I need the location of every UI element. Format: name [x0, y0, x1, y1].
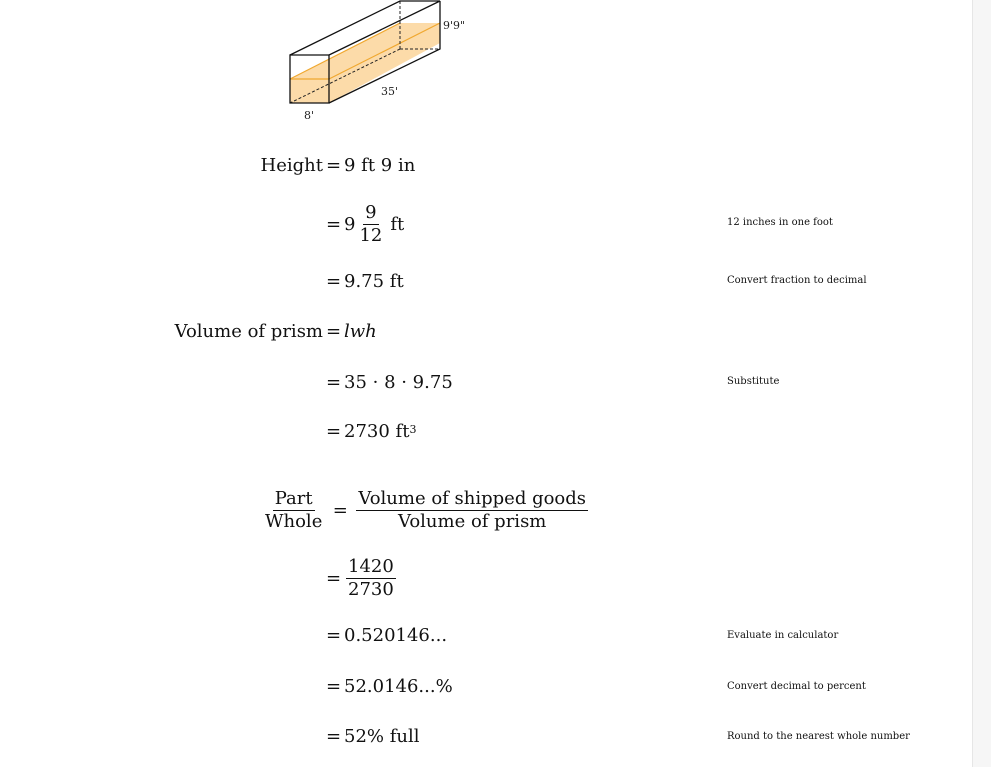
final-note: Round to the nearest whole number	[727, 731, 910, 742]
equals-sign: =	[325, 320, 342, 342]
equals-sign: =	[325, 420, 342, 442]
decimal-step	[323, 266, 404, 296]
equals-sign: =	[325, 371, 342, 393]
shipped-goods-label: Volume of shipped goods	[358, 487, 587, 509]
final-value: 52% full	[344, 725, 420, 747]
prism-volume-label: Volume of prism	[397, 510, 547, 532]
part-label: Part	[274, 487, 313, 509]
vertical-scrollbar[interactable]	[972, 0, 991, 767]
fraction-step	[323, 553, 398, 603]
decimal-note: Convert fraction to decimal	[727, 275, 867, 286]
calc-value: 0.520146...	[344, 624, 448, 646]
percent-note: Convert decimal to percent	[727, 681, 866, 692]
percent-step	[323, 671, 453, 701]
volume-result-step	[323, 416, 416, 446]
volume-formula-step	[323, 316, 377, 346]
width-label: 8'	[304, 109, 315, 122]
height-step	[323, 150, 415, 180]
calc-step	[323, 620, 447, 650]
fraction-denominator: 2730	[348, 578, 394, 600]
equals-sign: =	[332, 499, 348, 521]
equals-sign: =	[325, 154, 342, 176]
prism-figure	[280, 0, 480, 125]
equals-sign: =	[325, 270, 342, 292]
whole-label: Whole	[265, 510, 323, 532]
equals-sign: =	[325, 675, 342, 697]
equals-sign: =	[325, 567, 342, 589]
mixed-note: 12 inches in one foot	[727, 217, 833, 228]
mixed-denominator: 12	[359, 224, 383, 246]
substitute-note: Substitute	[727, 376, 780, 387]
height-value: 9 ft 9 in	[344, 154, 416, 176]
mixed-whole: 9	[344, 213, 356, 235]
value-fraction	[346, 557, 396, 600]
mixed-number-step	[323, 201, 405, 246]
equals-sign: =	[325, 725, 342, 747]
volume-formula: lwh	[344, 320, 377, 342]
mixed-numerator: 9	[365, 201, 377, 223]
mixed-unit: ft	[390, 213, 405, 235]
substitute-step	[323, 367, 453, 397]
equals-sign: =	[325, 624, 342, 646]
equals-sign: =	[325, 213, 342, 235]
volume-exponent: 3	[409, 422, 417, 436]
mixed-fraction	[357, 203, 384, 246]
volume-ratio-fraction	[356, 489, 588, 532]
decimal-value: 9.75 ft	[344, 270, 404, 292]
height-lhs: Height	[260, 154, 323, 176]
length-label: 35'	[381, 85, 399, 98]
ratio-step	[261, 485, 590, 535]
volume-value: 2730 ft	[344, 420, 410, 442]
final-step	[323, 721, 420, 751]
calc-note: Evaluate in calculator	[727, 630, 839, 641]
volume-lhs: Volume of prism	[174, 320, 323, 342]
percent-value: 52.0146...%	[344, 675, 453, 697]
height-label: 9'9"	[443, 19, 466, 32]
part-whole-fraction	[263, 489, 324, 532]
fraction-numerator: 1420	[348, 555, 394, 577]
substitute-value: 35 · 8 · 9.75	[344, 371, 453, 393]
prism-diagram	[280, 0, 480, 125]
